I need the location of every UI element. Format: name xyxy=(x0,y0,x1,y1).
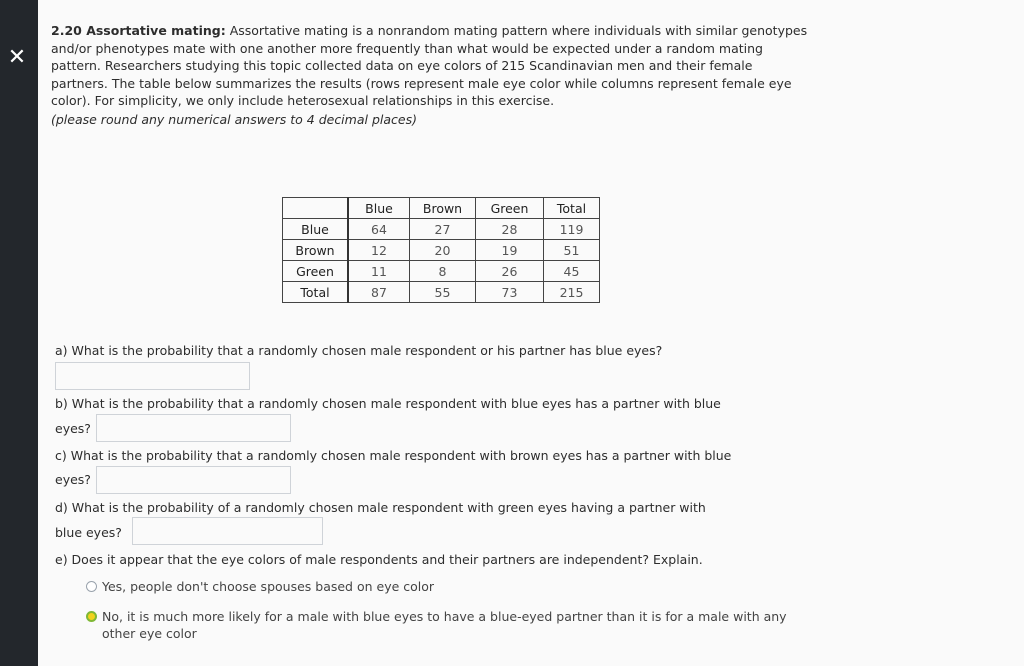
table-cell: 8 xyxy=(410,261,476,282)
column-header: Total xyxy=(544,198,600,219)
option-yes[interactable] xyxy=(86,578,786,595)
question-e: e) Does it appear that the eye colors of male respondents and their partners are independent? Explain. xyxy=(55,552,703,567)
question-d: d) What is the probability of a randomly chosen male respondent with green eyes having a partner with xyxy=(55,500,706,515)
column-header: Green xyxy=(476,198,544,219)
table-cell: 64 xyxy=(348,219,410,240)
question-b: b) What is the probability that a randomly chosen male respondent with blue eyes has a partner with blue xyxy=(55,396,721,411)
problem-title: 2.20 Assortative mating: xyxy=(51,23,226,38)
option-yes-label: Yes, people don't choose spouses based on eye color xyxy=(102,579,435,594)
table-cell: 51 xyxy=(544,240,600,261)
problem-statement xyxy=(51,22,811,129)
problem-body: Assortative mating is a nonrandom mating pattern where individuals with similar genotypes and/or phenotypes mate with one another more frequently than what would be expected under a random mating pattern. Researchers studying this topic collected data on eye colors of 215 Scandinavian men and their female partners. The table below summarizes the results (rows represent male eye color while columns represent female eye color). For simplicity, we only include heterosexual relationships in this exercise. xyxy=(51,23,808,109)
question-panel xyxy=(38,0,1024,666)
table-cell: 27 xyxy=(410,219,476,240)
column-header: Brown xyxy=(410,198,476,219)
question-c: c) What is the probability that a randomly chosen male respondent with brown eyes has a partner with blue xyxy=(55,448,732,463)
question-d-continued: blue eyes? xyxy=(55,525,122,540)
option-no[interactable] xyxy=(86,608,796,642)
table-cell: 11 xyxy=(348,261,410,282)
rounding-note: (please round any numerical answers to 4 decimal places) xyxy=(51,111,417,127)
table-cell: 55 xyxy=(410,282,476,303)
table-cell: 45 xyxy=(544,261,600,282)
table-cell: 28 xyxy=(476,219,544,240)
table-cell: 26 xyxy=(476,261,544,282)
question-b-continued: eyes? xyxy=(55,421,91,436)
answer-c-input[interactable] xyxy=(96,466,291,494)
table-cell: 73 xyxy=(476,282,544,303)
option-no-label: No, it is much more likely for a male with blue eyes to have a blue-eyed partner than it is for a male with any other eye color xyxy=(102,609,787,641)
radio-unselected-icon[interactable] xyxy=(86,581,97,592)
table-cell: 215 xyxy=(544,282,600,303)
radio-selected-icon[interactable] xyxy=(86,611,97,622)
close-icon[interactable]: ✕ xyxy=(7,44,27,70)
answer-d-input[interactable] xyxy=(132,517,323,545)
question-a: a) What is the probability that a randomly chosen male respondent or his partner has blue eyes? xyxy=(55,343,663,358)
answer-b-input[interactable] xyxy=(96,414,291,442)
table-row xyxy=(283,240,600,261)
table-cell: 12 xyxy=(348,240,410,261)
row-header: Green xyxy=(283,261,349,282)
row-header: Total xyxy=(283,282,349,303)
table-cell: 87 xyxy=(348,282,410,303)
table-header-row xyxy=(283,198,600,219)
table-corner xyxy=(283,198,349,219)
column-header: Blue xyxy=(348,198,410,219)
table-row xyxy=(283,282,600,303)
table-row xyxy=(283,219,600,240)
table-cell: 20 xyxy=(410,240,476,261)
answer-a-input[interactable] xyxy=(55,362,250,390)
table-cell: 19 xyxy=(476,240,544,261)
question-c-continued: eyes? xyxy=(55,472,91,487)
table-cell: 119 xyxy=(544,219,600,240)
row-header: Blue xyxy=(283,219,349,240)
eye-color-table xyxy=(282,197,600,303)
left-sidebar xyxy=(0,0,38,666)
table-row xyxy=(283,261,600,282)
row-header: Brown xyxy=(283,240,349,261)
